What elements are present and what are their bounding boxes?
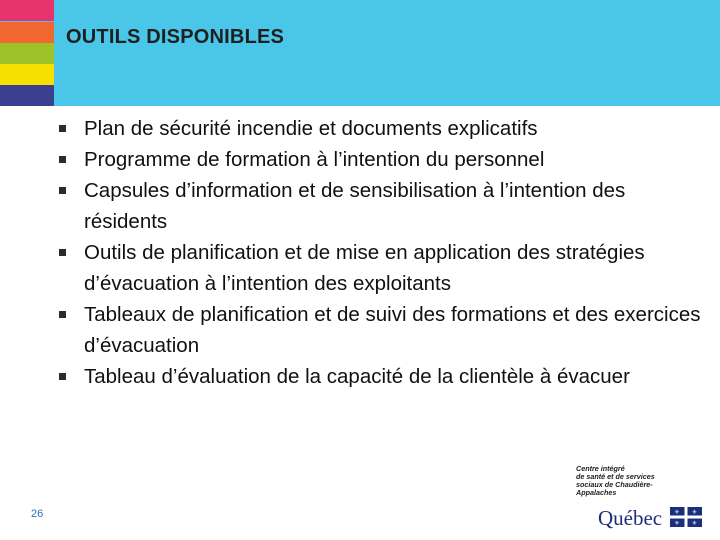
bullet-text: Tableaux de planification et de suivi des formations et des exercices d’évacuation (84, 303, 701, 357)
bullet-item (58, 237, 708, 299)
stripe-green (0, 43, 54, 64)
bullet-text: Programme de formation à l’intention du personnel (84, 148, 545, 171)
svg-text:⚜: ⚜ (674, 510, 680, 516)
page-number: 26 (31, 508, 44, 520)
bullet-item (58, 361, 708, 392)
svg-text:⚜: ⚜ (691, 510, 698, 516)
bullet-item (58, 299, 708, 361)
stripe-pink (0, 0, 54, 21)
quebec-flag-icon (670, 507, 702, 527)
bullet-text: Tableau d’évaluation de la capacité de la clientèle à évacuer (84, 365, 630, 388)
bullet-item (58, 175, 708, 237)
stripe-orange (0, 22, 54, 43)
bullet-list (58, 113, 708, 392)
cisss-logo-text: Centre intégré de santé et de services sociaux de Chaudière- Appalaches (576, 464, 655, 497)
quebec-wordmark: Québec (598, 506, 663, 530)
bullet-text: Plan de sécurité incendie et documents explicatifs (84, 117, 538, 140)
svg-text:⚜: ⚜ (691, 521, 698, 527)
bullet-item (58, 113, 708, 144)
slide-title: OUTILS DISPONIBLES (66, 26, 285, 48)
svg-text:⚜: ⚜ (674, 521, 680, 527)
stripe-yellow (0, 64, 54, 85)
square-bullet-icon (59, 249, 66, 256)
stripe-indigo (0, 85, 54, 106)
square-bullet-icon (59, 156, 66, 163)
header-band (0, 0, 720, 106)
bullet-text: Outils de planification et de mise en application des stratégies d’évacuation à l’intention des exploitants (84, 241, 645, 295)
square-bullet-icon (59, 311, 66, 318)
square-bullet-icon (59, 187, 66, 194)
square-bullet-icon (59, 125, 66, 132)
bullet-item (58, 144, 708, 175)
bullet-text: Capsules d’information et de sensibilisation à l’intention des résidents (84, 179, 626, 233)
square-bullet-icon (59, 373, 66, 380)
